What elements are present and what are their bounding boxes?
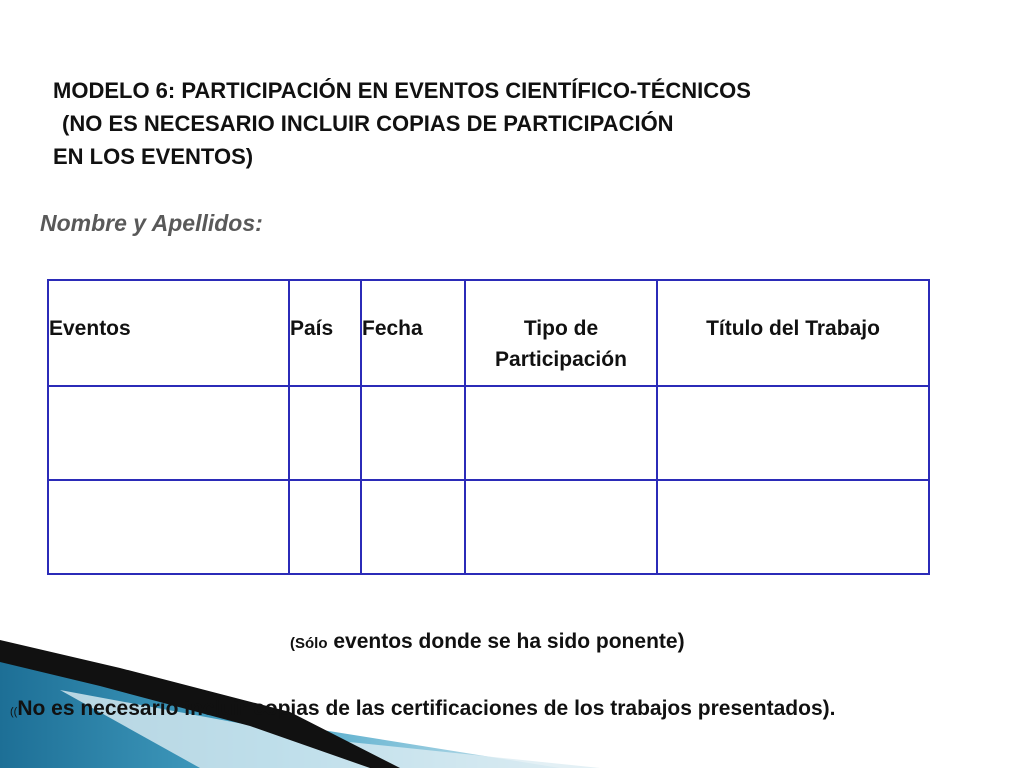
cell-country[interactable] (289, 386, 361, 480)
page-title (53, 74, 751, 173)
header-country: País (289, 280, 361, 386)
cell-events[interactable] (48, 480, 289, 574)
header-participation-type: Tipo de Participación (465, 280, 657, 386)
speaker-note-prefix: (Sólo (290, 635, 328, 652)
cell-participation-type[interactable] (465, 480, 657, 574)
copies-note-text: No es necesario incluir copias de las certificaciones de los trabajos presentados). (17, 697, 836, 720)
title-line-1: MODELO 6: PARTICIPACIÓN EN EVENTOS CIENTÍFICO-TÉCNICOS (53, 78, 751, 103)
cell-date[interactable] (361, 386, 465, 480)
copies-note (10, 697, 835, 721)
events-table (47, 279, 930, 575)
header-events: Eventos (48, 280, 289, 386)
title-line-2: (NO ES NECESARIO INCLUIR COPIAS DE PARTICIPACIÓN (62, 111, 674, 136)
name-label: Nombre y Apellidos: (40, 210, 263, 236)
table-row (48, 386, 929, 480)
cell-work-title[interactable] (657, 386, 929, 480)
cell-date[interactable] (361, 480, 465, 574)
cell-events[interactable] (48, 386, 289, 480)
cell-participation-type[interactable] (465, 386, 657, 480)
speaker-note-text: eventos donde se ha sido ponente) (333, 630, 685, 653)
header-date: Fecha (361, 280, 465, 386)
table-row (48, 480, 929, 574)
speaker-note (290, 630, 685, 654)
cell-work-title[interactable] (657, 480, 929, 574)
title-line-3: EN LOS EVENTOS) (53, 144, 254, 169)
header-work-title: Título del Trabajo (657, 280, 929, 386)
table-header-row (48, 280, 929, 386)
copies-note-prefix: (( (10, 706, 18, 718)
cell-country[interactable] (289, 480, 361, 574)
